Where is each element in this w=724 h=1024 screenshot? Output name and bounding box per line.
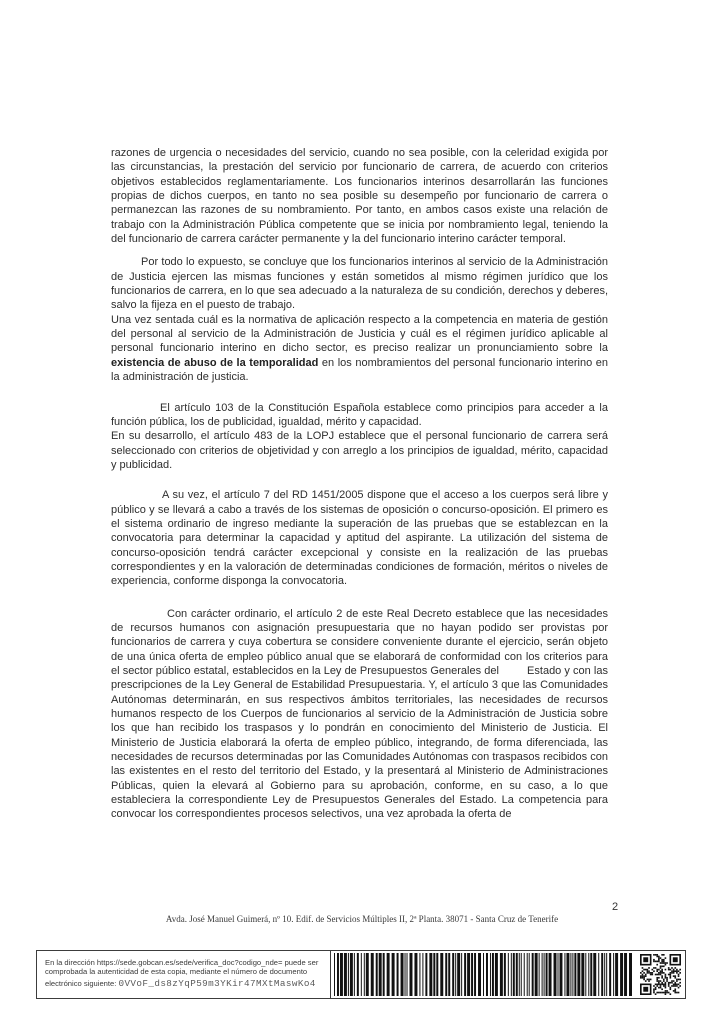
verification-text: [37, 951, 331, 998]
text-run: En su desarrollo, el artículo 483 de la LOPJ establece que el personal funcionario de carrera será seleccionado con criterios de objetividad y con arreglo a los principios de igualdad, mérito, capacidad y publicidad.: [111, 430, 608, 471]
text-run: Por todo lo expuesto, se concluye que los funcionarios interinos al servicio de la Administración de Justicia ejercen las mismas funciones y están sometidos al mismo régimen jurídico que los funcionarios de carrera, en lo que sea adecuado a la naturaleza de su condición, derechos y deberes, salvo la fijeza en el puesto de trabajo.: [111, 256, 608, 312]
verification-code: 0VVoF_ds8zYqP59m3YKir47MXtMaswKo4: [118, 977, 316, 989]
paragraph: [111, 429, 608, 472]
text-run: A su vez, el artículo 7 del RD 1451/2005 dispone que el acceso a los cuerpos será libre y público y se llevará a cabo a través de los sistemas de oposición o concurso-oposición. El primero es el sistema ordinario de ingreso mediante la superación de las pruebas que se establezcan en la convocatoria para determinar la capacidad y aptitud del aspirante. La utilización del sistema de concurso-oposición tendrá carácter excepcional y consiste en la realización de las pruebas correspondientes y en la valoración de determinadas condiciones de formación, méritos o niveles de experiencia, conforme disponga la convocatoria.: [111, 489, 608, 588]
text-run: El artículo 103 de la Constitución Española establece como principios para acceder a la función pública, los de publicidad, igualdad, mérito y capacidad.: [111, 401, 608, 428]
document-body: [111, 146, 608, 822]
paragraph: [111, 146, 608, 246]
qr-code-icon: [635, 951, 685, 998]
page-number: 2: [612, 901, 619, 913]
verification-label: electrónico siguiente:: [45, 978, 117, 988]
bold-text: existencia de abuso de la temporalidad: [111, 356, 319, 369]
paragraph: [111, 255, 608, 312]
barcode-icon: [331, 951, 635, 998]
paragraph: [111, 313, 608, 385]
verification-line2: comprobada la autenticidad de esta copia, mediante el número de documento: [45, 967, 308, 977]
text-run: Una vez sentada cuál es la normativa de aplicación respecto a la competencia en materia de gestión del personal al servicio de la Administración de Justicia y cuál es el régimen jurídico aplicable al personal funcionario interino en dicho sector, es preciso realizar un pronunciamiento sobre la: [111, 313, 608, 355]
paragraph: [111, 488, 608, 588]
text-run: en los nombramientos del personal funcionario interino en la administración de justicia.: [111, 356, 608, 384]
verification-line1: En la dirección https://sede.gobcan.es/sede/verifica_doc?codigo_nde= puede ser: [45, 958, 319, 967]
text-run: Con carácter ordinario, el artículo 2 de este Real Decreto establece que las necesidades de recursos humanos con asignación presupuestaria que no hayan podido ser provistas por funcionarios de carrera y cuya cobertura se considere conveniente durante el ejercicio, serán objeto de una única oferta de empleo público anual que se elaborará de conformidad con los criterios para el sector público estatal, establecidos en la Ley de Presupuestos Generales del Estado y con las prescripciones de la Ley General de Estabilidad Presupuestaria. Y, el artículo 3 que las Comunidades Autónomas determinarán, en sus respectivos ámbitos territoriales, las necesidades de recursos humanos respecto de los Cuerpos de funcionarios al servicio de la Administración de Justicia sobre los que han recibido los traspasos y lo pondrán en conocimiento del Ministerio de Justicia. El Ministerio de Justicia elaborará la oferta de empleo público, integrando, de forma diferenciada, las necesidades de recursos determinadas por las Comunidades Autónomas con traspasos recibidos con las existentes en el resto del territorio del Estado, y la presentará al Ministerio de Administraciones Públicas, quien la elevará al Gobierno para su aprobación, conforme, en su caso, a lo que estableciera la correspondiente Ley de Presupuestos Generales del Estado. La competencia para convocar los correspondientes procesos selectivos, una vez aprobada la oferta de: [111, 607, 608, 821]
paragraph: [111, 401, 608, 430]
paragraph: [111, 607, 608, 822]
verification-bar: [36, 950, 686, 999]
text-run: razones de urgencia o necesidades del servicio, cuando no sea posible, con la celeridad exigida por las circunstancias, la prestación del servicio por funcionario de carrera, de acuerdo con criterios objetivos establecidos reglamentariamente. Los funcionarios interinos desarrollarán las funciones propias de dichos cuerpos, en tanto no sea posible su desempeño por funcionario de carrera o permanezcan las razones de su nombramiento. Por tanto, en ambos casos existe una relación de trabajo con la Administración Pública competente que se inicia por nombramiento legal, teniendo la del funcionario de carrera carácter permanente y la del funcionario interino carácter temporal.: [111, 147, 608, 246]
footer-address: Avda. José Manuel Guimerá, nº 10. Edif. de Servicios Múltiples II, 2ª Planta. 38071 - Santa Cruz de Tenerife: [165, 914, 559, 924]
